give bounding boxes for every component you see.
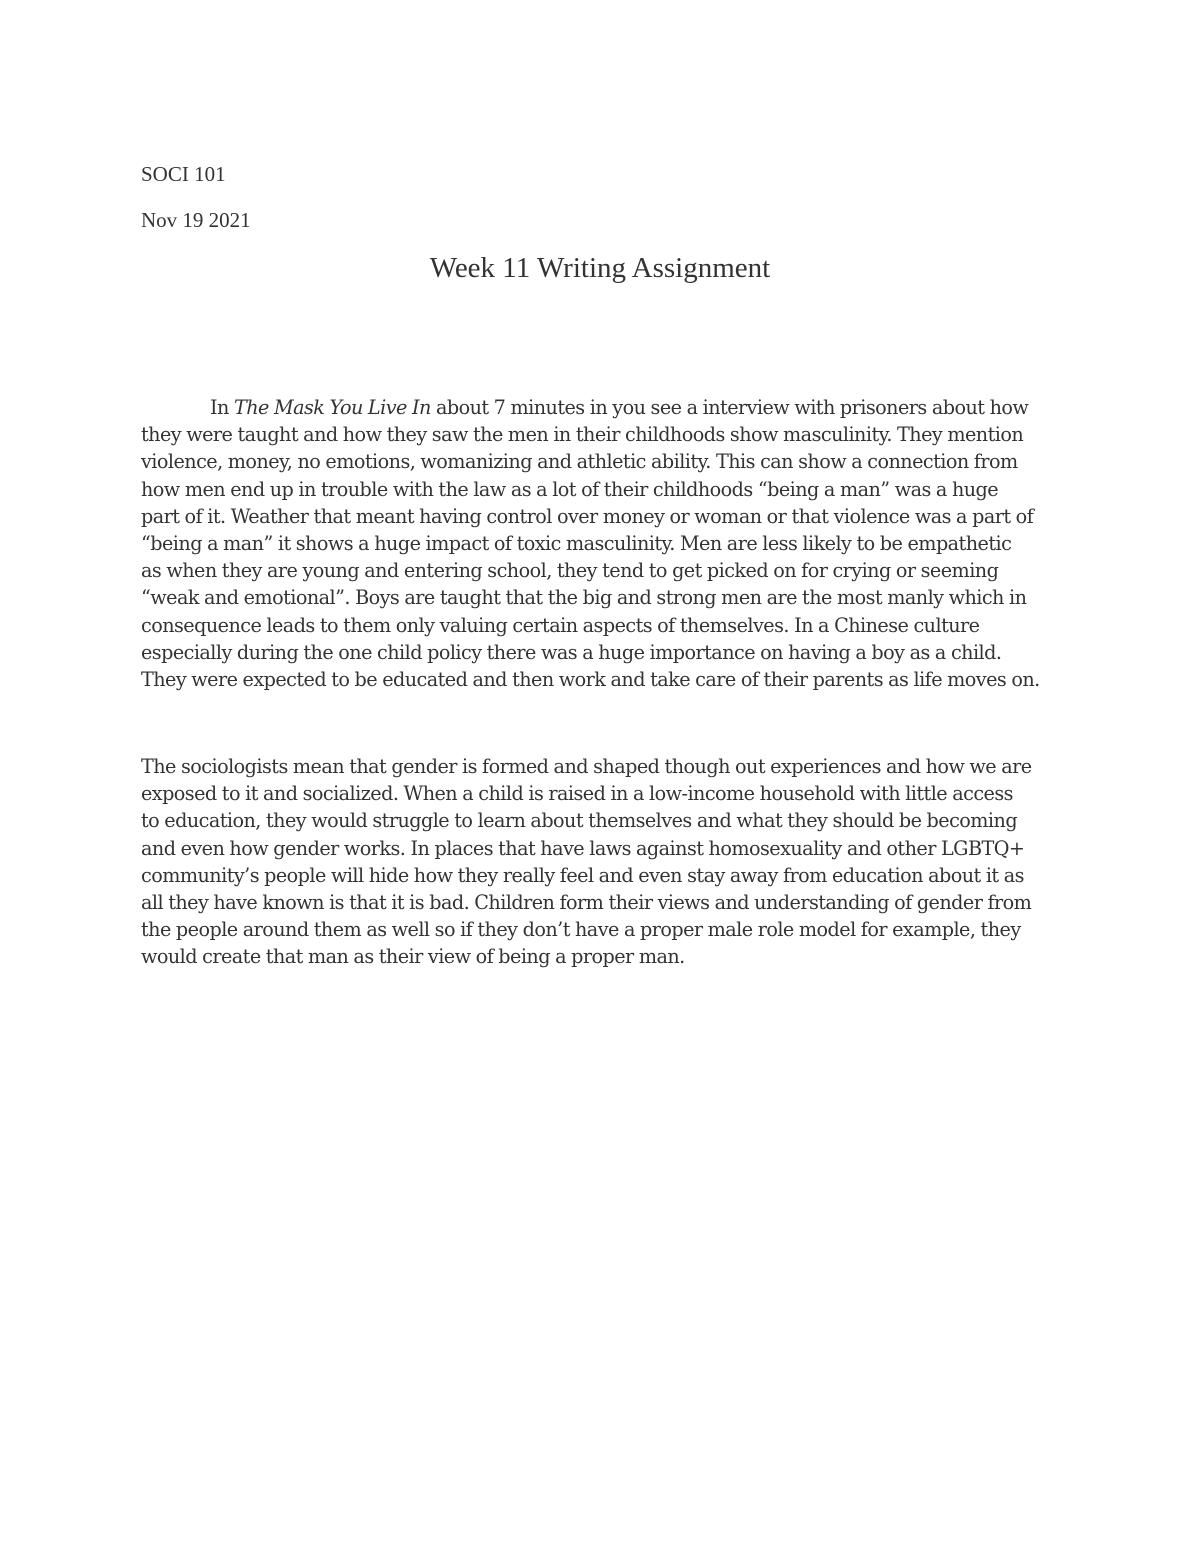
line-text: about 7 minutes in you see a interview with prisoners about how	[430, 396, 1029, 419]
film-title: The Mask You Live In	[234, 396, 431, 419]
paragraph-1-line: They were expected to be educated and then work and take care of their parents as life moves on.	[141, 668, 1040, 692]
paragraph-1-line: “being a man” it shows a huge impact of toxic masculinity. Men are less likely to be empathetic	[141, 532, 1012, 556]
page-title: Week 11 Writing Assignment	[429, 252, 771, 284]
paragraph-1-line	[141, 394, 1061, 421]
paragraph-1-line: “weak and emotional”. Boys are taught that the big and strong men are the most manly which in	[141, 586, 1027, 610]
paragraph-1-line: they were taught and how they saw the men in their childhoods show masculinity. They mention	[141, 423, 1024, 447]
paragraph-2-line: The sociologists mean that gender is formed and shaped though out experiences and how we are	[141, 755, 1032, 778]
paragraph-1-line: especially during the one child policy there was a huge importance on having a boy as a child.	[141, 640, 1002, 664]
paragraph-2-line: and even how gender works. In places that have laws against homosexuality and other LGBTQ+	[141, 836, 1025, 860]
paragraph-2-line: to education, they would struggle to learn about themselves and what they should be becoming	[141, 809, 1018, 833]
assignment-date: Nov 19 2021	[141, 208, 251, 232]
paragraph-2-line: the people around them as well so if they don’t have a proper male role model for example, they	[141, 918, 1021, 942]
paragraph-2-line: exposed to it and socialized. When a child is raised in a low-income household with little access	[141, 782, 1013, 806]
paragraph-1-line: part of it. Weather that meant having control over money or woman or that violence was a part of	[141, 504, 1034, 528]
paragraph-1-line: as when they are young and entering school, they tend to get picked on for crying or seeming	[141, 559, 999, 583]
paragraph-2	[141, 753, 1061, 971]
paragraph-1-line: consequence leads to them only valuing certain aspects of themselves. In a Chinese culture	[141, 613, 980, 637]
paragraph-2-line: would create that man as their view of being a proper man.	[141, 945, 685, 969]
paragraph-1	[141, 394, 1061, 693]
paragraph-1-line: violence, money, no emotions, womanizing and athletic ability. This can show a connection from	[141, 450, 1018, 474]
line-text: In	[210, 396, 234, 419]
paragraph-2-line: community’s people will hide how they really feel and even stay away from education about it as	[141, 863, 1024, 887]
course-code: SOCI 101	[141, 162, 226, 186]
paragraph-2-line: all they have known is that it is bad. Children form their views and understanding of gender from	[141, 891, 1032, 915]
paragraph-1-line: how men end up in trouble with the law as a lot of their childhoods “being a man” was a huge	[141, 477, 999, 501]
